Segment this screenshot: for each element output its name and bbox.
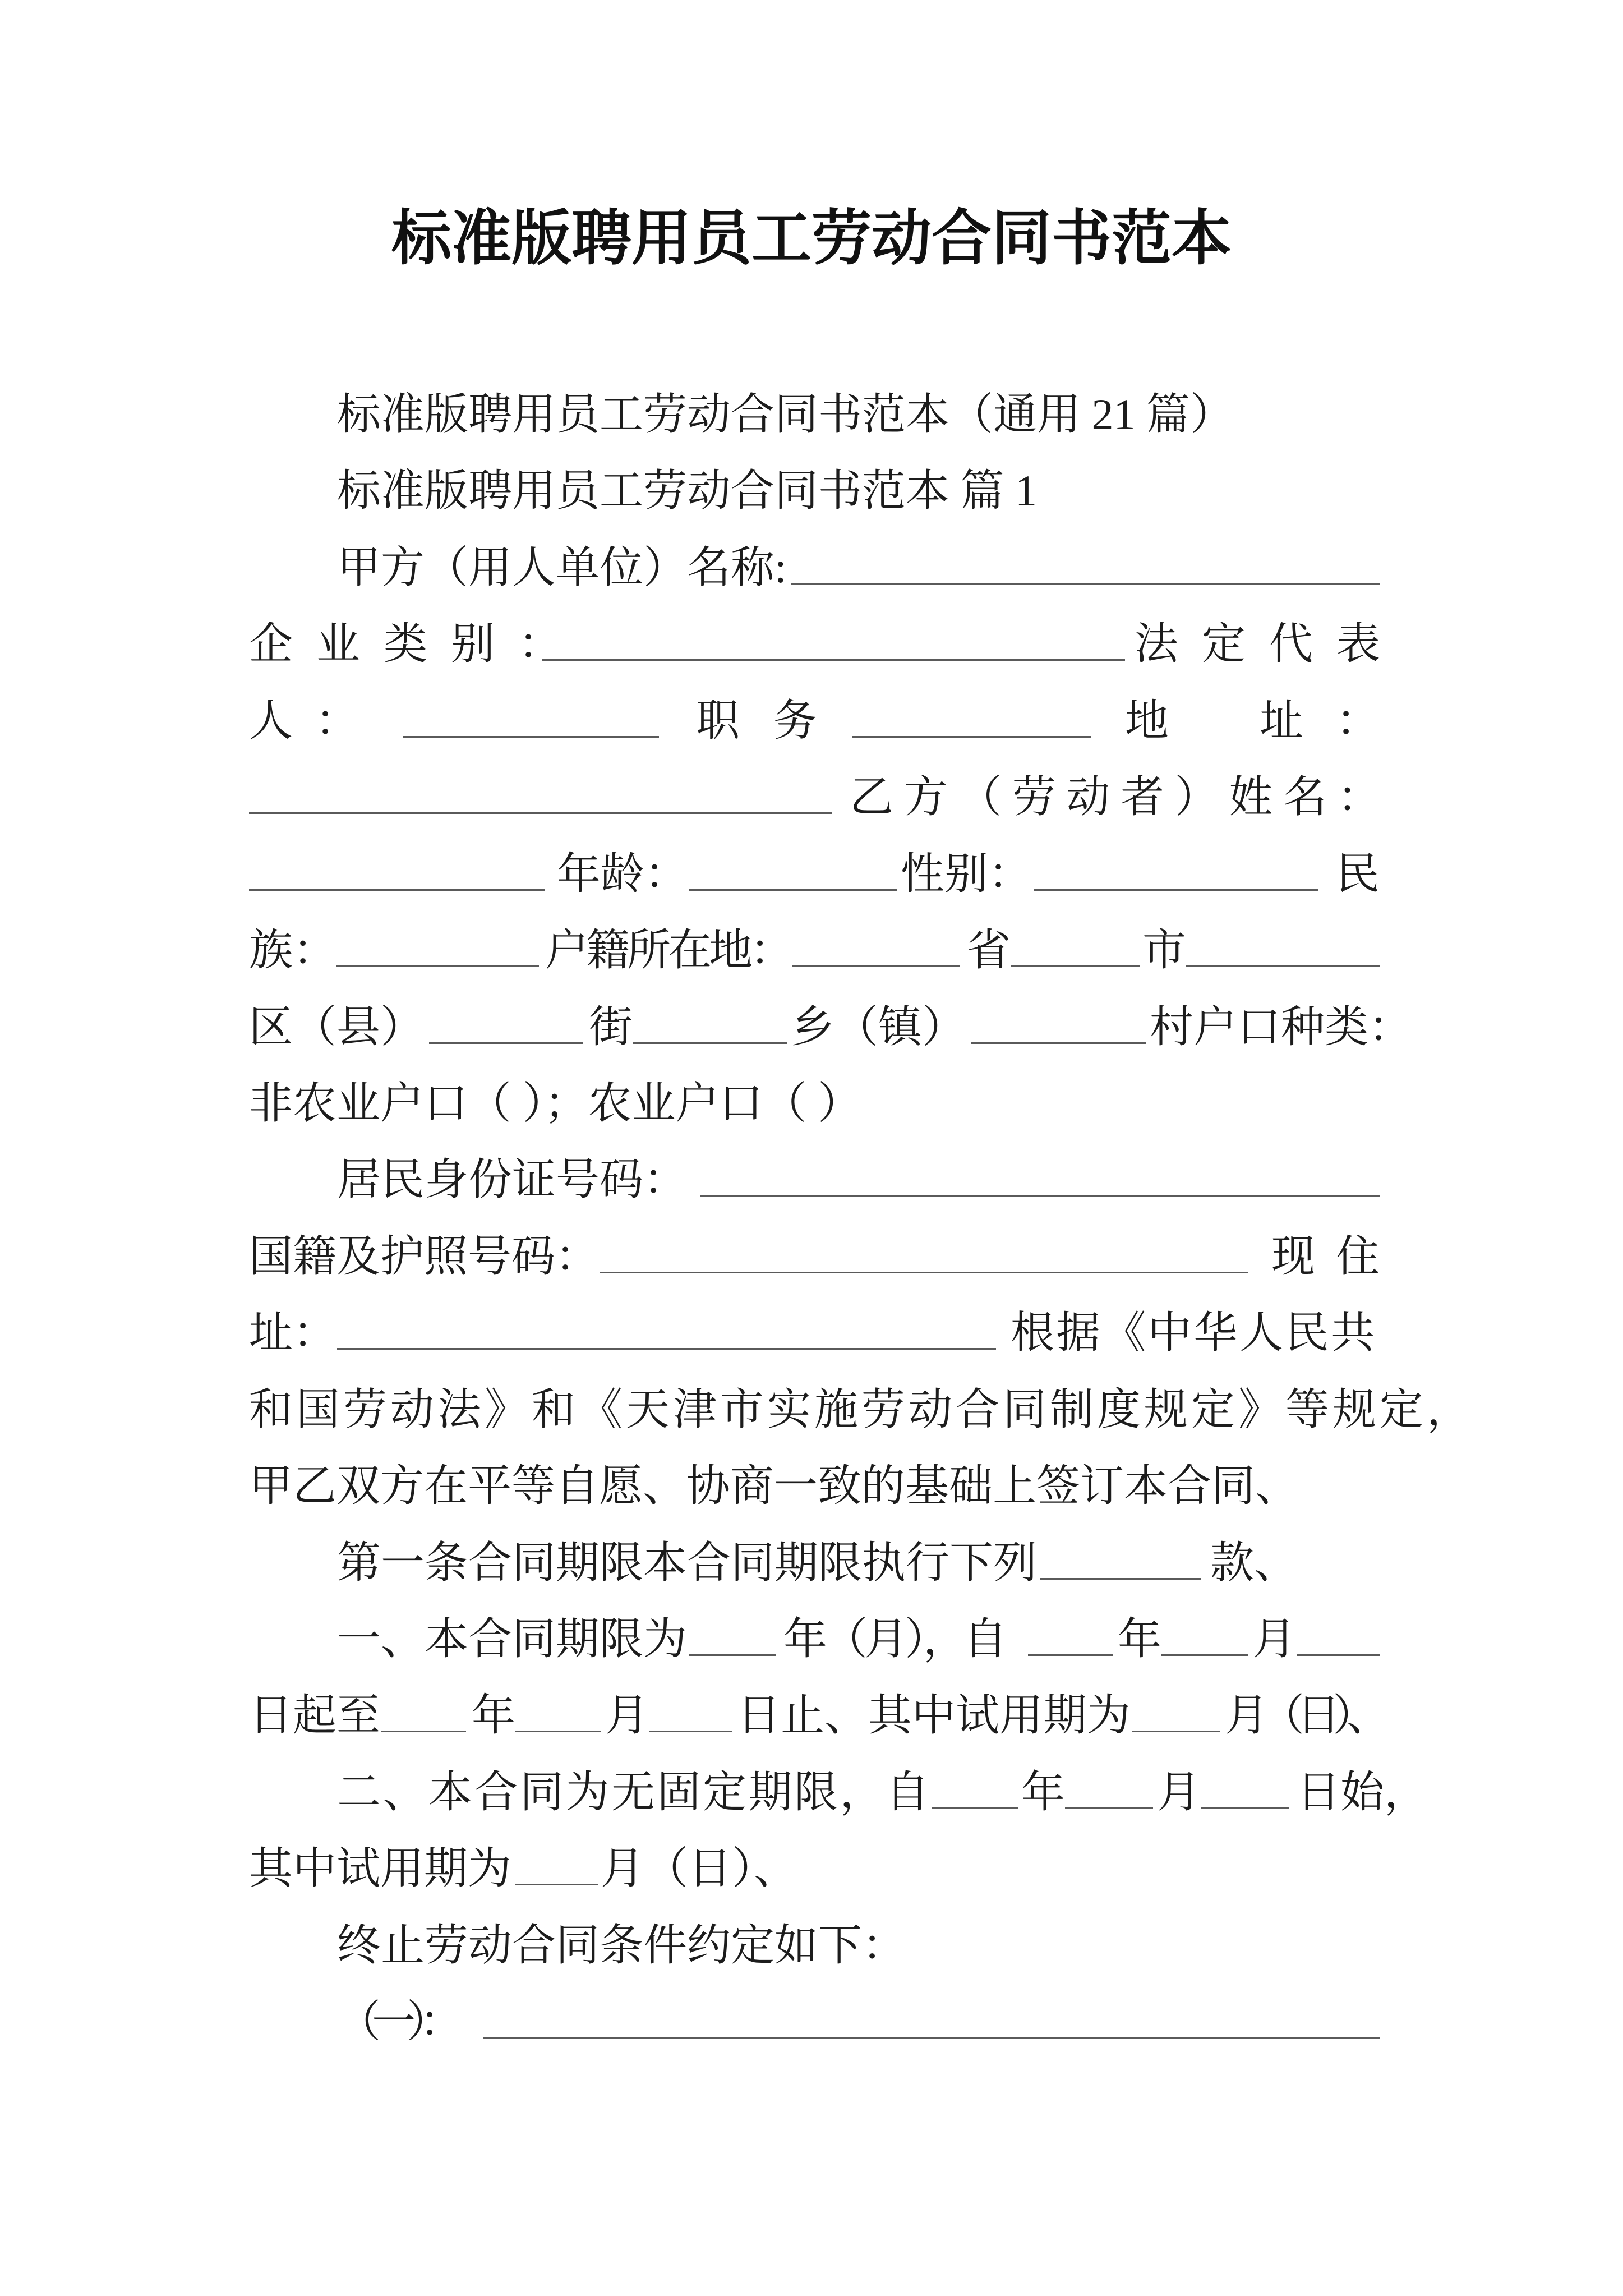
text-line [0,1295,1623,1371]
blank-field [791,583,1380,585]
blank-field [249,812,832,814]
line-text: 户籍所在地： [545,926,791,975]
line-text: 址： [1260,696,1413,745]
blank-field [1297,1654,1380,1656]
line-text: 和国劳动法》和《天津市实施劳动合同制度规定》等规定， [249,1384,1474,1434]
line-text: 款、 [1210,1538,1298,1587]
line-text: 现住 [1271,1231,1401,1281]
blank-field [515,1884,598,1885]
line-text: 性别： [901,849,1032,898]
line-text: 月 [605,1691,649,1740]
line-text: 地 [1125,696,1169,745]
blank-field [483,2037,1380,2039]
blank-field [1161,1654,1248,1656]
document-title: 标准版聘用员工劳动合同书范本 [391,206,1232,272]
blank-field [1028,1654,1113,1656]
line-text: 乙方（劳动者）姓名： [850,772,1392,822]
blank-field [542,659,1125,661]
text-line [0,453,1623,529]
line-text: 日起至 [249,1691,381,1740]
text-line [0,1830,1623,1907]
blank-field [689,889,897,891]
line-text: 日止、其中试用期为 [737,1691,1131,1740]
text-line [0,1907,1623,1984]
text-line [0,1372,1623,1448]
line-text: 年龄： [557,849,689,898]
line-text: 法定代表 [1135,619,1404,669]
blank-field [932,1807,1018,1809]
line-text: ： [518,619,562,669]
blank-field [429,1042,583,1044]
line-text: 族： [249,926,337,975]
text-line [0,912,1623,988]
line-text: 月 [1252,1614,1297,1663]
blank-field [403,736,659,738]
blank-field [337,1348,996,1350]
text-line [0,989,1623,1065]
text-line [0,1142,1623,1218]
line-text: 址： [249,1308,337,1358]
line-text: 日始， [1297,1767,1428,1816]
blank-field [649,1731,732,1732]
blank-field [971,1042,1146,1044]
blank-field [1034,889,1318,891]
line-text: 月（日）、 [1225,1691,1383,1740]
line-text: 第一条合同期限本合同期限执行下列 [337,1538,1038,1587]
line-text: 年（月），自 [783,1614,1004,1663]
text-line [0,836,1623,912]
list-item-label: （一）： [337,1997,455,2046]
text-line [0,376,1623,453]
blank-field [1201,1807,1289,1809]
text-line [0,606,1623,682]
text-line [0,1601,1623,1677]
line-text: 居民身份证号码： [337,1155,688,1204]
text-line [0,1677,1623,1754]
blank-field [792,965,960,967]
line-text: 职务 [696,696,851,745]
line-text: 根据《中华人民共 [1011,1308,1377,1358]
text-line [0,1525,1623,1601]
line-text: 街 [589,1002,633,1051]
line-text: 非农业户口（ ）；农业户口（ ） [249,1078,862,1128]
blank-field [1065,1807,1153,1809]
line-text: 甲乙双方在平等自愿、协商一致的基础上签订本合同、 [249,1461,1299,1511]
blank-field [336,965,539,967]
subtitle-text: 标准版聘用员工劳动合同书范本（通用 21 篇） [337,390,1234,439]
line-text: 甲方（用人单位）名称: [337,542,787,592]
text-line [0,1984,1623,2060]
blank-field [381,1731,466,1732]
line-text: 其中试用期为 [249,1844,512,1893]
section-heading: 标准版聘用员工劳动合同书范本 篇 1 [337,466,1038,516]
blank-field [1011,965,1140,967]
line-text: 年 [1021,1767,1066,1816]
line-text: 人： [249,696,382,745]
line-text: 乡（镇） [791,1002,966,1051]
line-text: 月 [1157,1767,1201,1816]
text-line [0,1754,1623,1830]
text-line [0,1448,1623,1524]
line-text: 区（县） [249,1002,425,1051]
blank-field [600,1272,1248,1273]
line-text: 二、本合同为无固定期限，自 [337,1767,932,1816]
line-text: 年 [1118,1614,1162,1663]
text-line [0,1065,1623,1142]
blank-field [689,1654,776,1656]
line-text: 月（日）、 [601,1844,798,1893]
text-line [0,759,1623,835]
line-text: 民 [1336,849,1380,898]
line-text: 年 [472,1691,516,1740]
line-text: 市 [1142,926,1187,975]
blank-field [1132,1731,1220,1732]
text-line [0,530,1623,606]
blank-field [249,889,545,891]
blank-field [852,736,1091,738]
line-text: 终止劳动合同条件约定如下： [337,1920,906,1970]
blank-field [700,1195,1380,1197]
text-line [0,683,1623,759]
document-body [0,376,1623,2060]
line-text: 一、本合同期限为 [337,1614,688,1663]
blank-field [1186,965,1380,967]
line-text: 企业类别 [249,619,519,669]
blank-field [1040,1578,1201,1580]
blank-field [633,1042,787,1044]
line-text: 省 [967,926,1011,975]
line-text: 村户口种类： [1150,1002,1413,1051]
blank-field [515,1731,601,1732]
text-line [0,1218,1623,1295]
line-text: 国籍及护照号码： [249,1231,600,1281]
